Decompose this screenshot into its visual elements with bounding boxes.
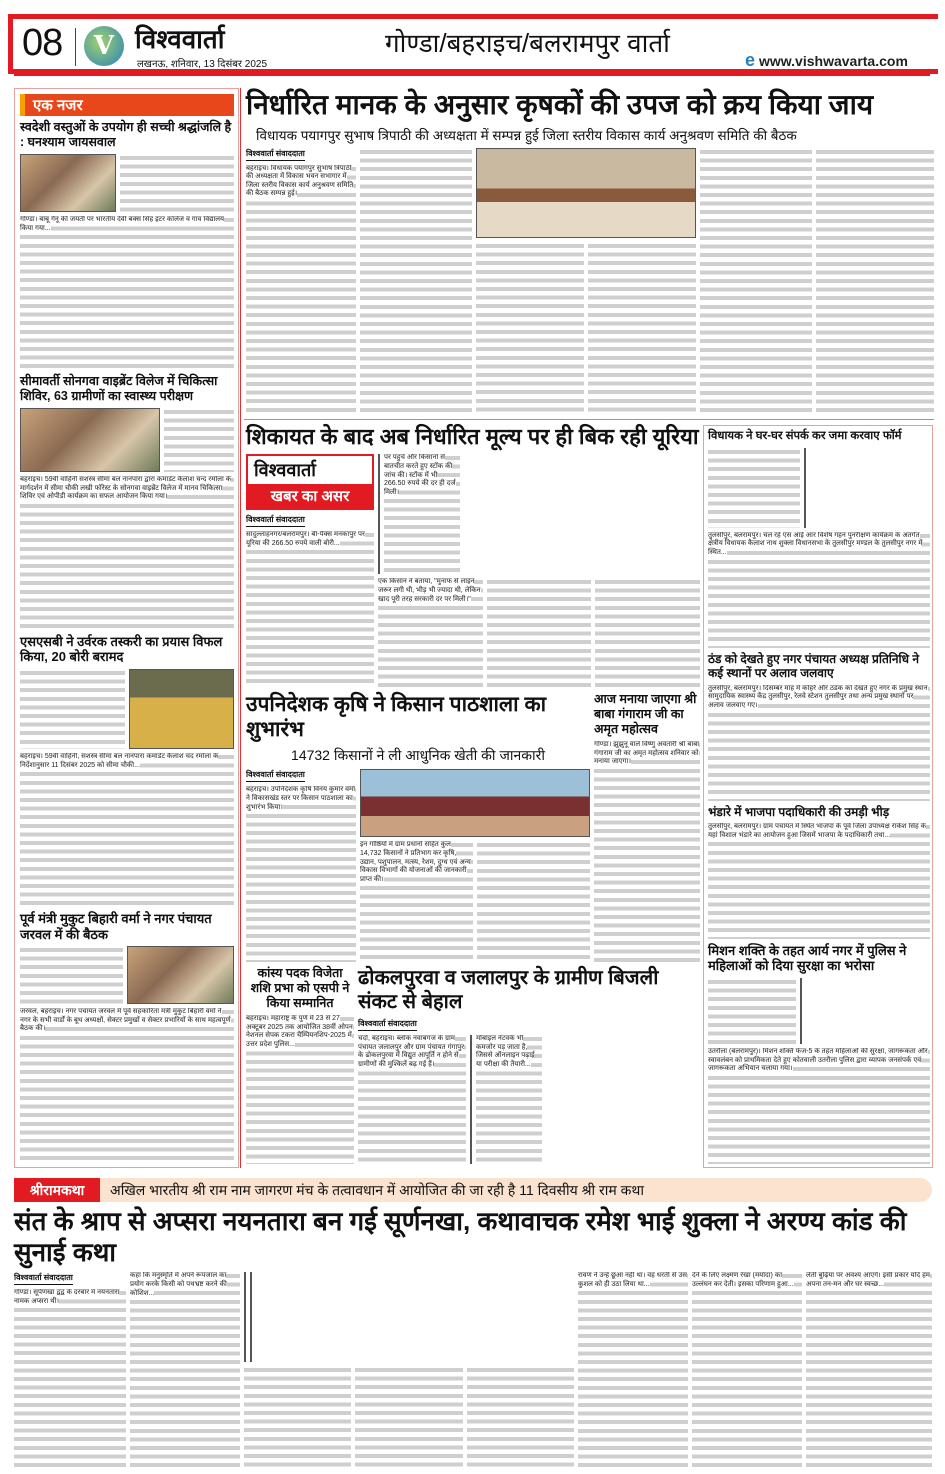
article-body-filler — [164, 408, 234, 472]
article-body-filler — [708, 448, 800, 528]
right-column — [708, 430, 930, 1164]
photo — [800, 978, 802, 1044]
headline: कांस्य पदक विजेता शशि प्रभा को एसपी ने किया सम्मानित — [250, 966, 350, 1010]
byline: विश्ववार्ता संवाददाता — [246, 769, 305, 782]
header-rule — [14, 71, 930, 76]
article-body-filler — [355, 1366, 462, 1470]
article-body-filler — [595, 578, 700, 688]
headline: ठंड को देखते हुए नगर पंचायत अध्यक्ष प्रतिनिधि ने कई स्थानों पर अलाव जलवाए — [708, 651, 920, 681]
ramkatha-story — [14, 1178, 932, 1470]
byline: विश्ववार्ता संवाददाता — [358, 1018, 417, 1031]
headline: मिशन शक्ति के तहत आर्य नगर में पुलिस ने महिलाओं को दिया सुरक्षा का भरोसा — [708, 942, 907, 974]
article-body-filler — [476, 242, 584, 414]
divider — [244, 419, 934, 420]
article-body: गोण्डा। झुंझुनू वाले विष्णु अवतारी श्री बाबा गंगाराम जी का अमृत महोत्सव शनिवार को मनाया जाएगा। — [594, 741, 700, 962]
article-body-cont: कहा कि मनुस्मृति में अपने रूपजाल का प्रयोग करके किसी को पथभ्रष्ट करने की कोशिश... — [130, 1272, 240, 1470]
article-body-cont: लेती बुढ़िया पर अवश्य आएंगे। इसी प्रकार यदि हम अपना तन-मन और घर स्वच्छ... — [806, 1272, 932, 1470]
pathshala-photo — [360, 769, 590, 837]
browser-icon: e — [745, 50, 756, 70]
khabar-ka-asar-badge — [246, 454, 374, 510]
bottom-middle-row — [246, 966, 700, 1164]
article-body-cont: पर पहुंचे और किसानों से बातचीत करते हुए स्टॉक की जांच की। स्टॉक में भी 266.50 रुपये की दर ही दर्ज मिली। — [384, 454, 460, 574]
fertilizer-shop-photo — [378, 454, 380, 574]
byline: विश्ववार्ता संवाददाता — [14, 1272, 73, 1285]
ramkatha-headline: संत के श्राप से अप्सरा नयनतारा बन गई सूर्णनखा, कथावाचक रमेश भाई शुक्ला ने अरण्य कांड की सुनाई कथा — [14, 1206, 907, 1268]
article-body-filler — [700, 148, 812, 414]
headline: विधायक ने घर-घर संपर्क कर जमा करवाए फॉर्म — [708, 430, 902, 442]
headline: उपनिदेशक कृषि ने किसान पाठशाला का शुभारंभ — [246, 693, 547, 742]
article-body-filler — [360, 148, 472, 414]
article-body: बहराइच। विधायक पयागपुर सुभाष त्रिपाठी की अध्यक्षता में विकास भवन सभागार में जिला स्तरीय विकास कार्य अनुश्रवण समिति की बैठक सम्पन्न हुई। — [246, 165, 356, 414]
article-body: तुलसीपुर, बलरामपुर। चल रहे एस आई आर विशेष गहन पुनरीक्षण कार्यक्रम के अंतर्गत क्षेत्रीय विधायक कैलाश नाथ शुक्ला विधानसभा के तुलसीपुर मण्डल के तुलसीपुर नगर में स्थित... — [708, 532, 930, 648]
section-title: गोण्डा/बहराइच/बलरामपुर वार्ता — [385, 28, 670, 58]
left-column — [20, 94, 234, 1162]
website-url: www.vishwavarta.com — [759, 53, 908, 69]
photo — [129, 669, 234, 749]
article-body-filler — [244, 1366, 351, 1470]
ramkatha-strap: अखिल भारतीय श्री राम नाम जागरण मंच के तत्वावधान में आयोजित की जा रही है 11 दिवसीय श्री राम कथा — [110, 1181, 644, 1198]
brand-logo-icon: V — [84, 26, 124, 66]
article-body: बहराइच। महाराष्ट्र के पुणे में 23 से 27 अक्टूबर 2025 तक आयोजित 38वीं ओपन नेशनल सेपक टकरा चैम्पियनशिप-2025 में उत्तर प्रदेश पुलिस... — [246, 1015, 354, 1164]
article-body-filler — [120, 154, 234, 212]
badge-text: खबर का असर — [248, 484, 372, 508]
ramkatha-tag: श्रीरामकथा — [14, 1178, 100, 1202]
headline: आज मनाया जाएगा श्री बाबा गंगाराम जी का अमृत महोत्सव — [594, 692, 697, 736]
article-body-cont: देने के लिए लक्ष्मण रेखा (मर्यादा) का उल्लंघन कर देती। इसका परिणाम हुआ... — [692, 1272, 802, 1470]
photo — [20, 408, 160, 472]
article-body-cont: रावण ने उन्हें छूआ नहीं था। वह धरती से उस कुशल को ही उठा लिया था... — [578, 1272, 688, 1470]
article-body-filler — [20, 669, 125, 749]
article-body-filler — [708, 978, 796, 1044]
website-link[interactable] — [745, 50, 908, 71]
article-body: बहराइच। उपनिदेशक कृषि विनय कुमार वर्मा ने विकासखंड स्तर पर किसान पाठशाला का शुभारंभ किया। — [246, 786, 356, 962]
headline: सीमावर्ती सोनगवा वाइब्रेंट विलेज में चिकित्सा शिविर, 63 ग्रामीणों का स्वास्थ्य परीक्षण — [20, 373, 218, 403]
photo — [804, 448, 806, 528]
photo — [127, 946, 234, 1004]
page-number: 08 — [22, 22, 63, 64]
urea-story — [246, 424, 700, 688]
subheadline: 14732 किसानों ने ली आधुनिक खेती की जानकारी — [291, 747, 545, 764]
photo — [20, 154, 116, 212]
divider — [75, 28, 76, 66]
audience-photo — [250, 1272, 252, 1362]
article-body: उतरौला (बलरामपुर)। मिशन शक्ति फेज-5 के तहत महिलाओं की सुरक्षा, जागरूकता और स्वावलंबन को प्राथमिकता देते हुए कोतवाली उतरौला पुलिस द्वारा व्यापक जनसंपर्क एवं जागरूकता अभियान चलाया गया। — [708, 1048, 930, 1164]
article-body-filler — [588, 242, 696, 414]
kathavachak-photo — [244, 1272, 246, 1362]
headline: पूर्व मंत्री मुकुट बिहारी वर्मा ने नगर पंचायत जरवल में की बैठक — [20, 910, 212, 942]
lead-headline: निर्धारित मानक के अनुसार कृषकों की उपज को क्रय किया जाय — [246, 89, 874, 120]
article-body-cont: मोबाइल नेटवर्क भी कमजोर पड़ जाता है, जिससे ऑनलाइन पढ़ाई या परीक्षा की तैयारी... — [476, 1035, 542, 1164]
column-rule — [240, 88, 241, 1168]
article-body: सादुल्लाहनगर/बलरामपुर। बी-पैक्स मनकापुर पर यूरिया की 266.50 रुपये वाली बोरी... — [246, 531, 374, 688]
headline: भंडारे में भाजपा पदाधिकारी की उमड़ी भीड़ — [708, 804, 890, 819]
article-body: तुलसीपुर, बलरामपुर। ग्राम पंचायत में स्थित भाजपा के पूर्व जिला उपाध्यक्ष राकेश सिंह के यहां विशाल भंडारे का आयोजन हुआ जिसमें भाजपा के पदाधिकारी तथा... — [708, 823, 930, 939]
article-body-filler — [487, 578, 592, 688]
article-body-filler — [477, 841, 590, 962]
krishi-row — [246, 692, 700, 962]
article-body-filler — [20, 946, 123, 1004]
article-body: बहराइच। 59वीं वाहिनी सशस्त्र सीमा बल नानपारा द्वारा कमांडेंट कैलाश चन्द रमोला के मार्गदर्शन में सीमा चौकी लखी फॉरेस्ट के सोनगवा वाइब्रेंट विलेज में मानव चिकित्सा शिविर एवं ओपीडी कार्यक्रम का सफल आयोजन किया गया। — [20, 476, 234, 630]
article-body-cont: इन गोष्ठियों में ग्राम प्रधानों सहित कुल 14,732 किसानों ने प्रतिभाग कर कृषि, उद्यान, पशुपालन, मत्स्य, रेशम, दुग्ध एवं अन्य विकास विभागों की योजनाओं की जानकारी प्राप्त की। — [360, 841, 473, 962]
article-body: बहराइच। 59वीं वाहिनी, सशस्त्र सीमा बल नानपारा कमांडेंट कैलाश चंद रमोला के निर्देशानुसार 11 दिसंबर 2025 को सीमा चौकी... — [20, 753, 234, 907]
ramkatha-strap-band — [14, 1178, 932, 1202]
ek-nazar-tag: एक नजर — [20, 94, 234, 116]
dateline: लखनऊ, शनिवार, 13 दिसंबर 2025 — [137, 59, 268, 70]
headline: एसएसबी ने उर्वरक तस्करी का प्रयास विफल किया, 20 बोरी बरामद — [20, 633, 223, 665]
article-body: गोण्डा। बाबू गेनू की जयंती पर भारतीय देवी बक्स सिंह इंटर कॉलेज व गांव विद्यालय किया गया... — [20, 216, 234, 370]
villagers-photo — [470, 1035, 472, 1164]
article-body: चर्दा, बहराइच। ब्लॉक नवाबगंज के ग्राम पंचायत जलालपुर और ग्राम पंचायत गंगापुर के ढोकलपुरवा में विद्युत आपूर्ति न होने से ग्रामीणों की मुश्किलें बढ़ गई हैं। — [358, 1035, 466, 1164]
meeting-photo — [476, 148, 696, 238]
article-body: गोण्डा। सूर्पणखा द्वंद्व के दरबार में नयनतारा नामक अप्सरा थी। — [14, 1289, 126, 1470]
brand-name: विश्ववार्ता — [135, 24, 225, 54]
byline: विश्ववार्ता संवाददाता — [246, 148, 305, 161]
article-body: जरवल, बहराइच। नगर पंचायत जरवल में पूर्व सहकारिता मंत्री मुकुट बिहारी वर्मा ने नगर के सभी वार्डों के बूथ अध्यक्षों, सेक्टर प्रमुखों व सेक्टर प्रभारियों के साथ महत्वपूर्ण बैठक की। — [20, 1008, 234, 1162]
article-body-filler — [467, 1366, 574, 1470]
lead-story — [246, 88, 934, 414]
badge-brand: विश्ववार्ता — [254, 460, 316, 481]
headline: शिकायत के बाद अब निर्धारित मूल्य पर ही बिक रही यूरिया — [246, 424, 699, 449]
headline: स्वदेशी वस्तुओं के उपयोग ही सच्ची श्रद्धांजलि है : घनश्याम जायसवाल — [20, 120, 232, 149]
byline: विश्ववार्ता संवाददाता — [246, 514, 305, 527]
article-body-cont: एक किसान ने बताया, "मुनाफ से लाइन जरूर लगी थी, भीड़ भी ज्यादा थी, लेकिन खाद पूरी तरह सरकारी दर पर मिली।" — [378, 578, 483, 688]
article-body: तुलसीपुर, बलरामपुर। दिसम्बर माह में कोहरे और ठंडक को देखते हुए नगर के प्रमुख स्थान सामुदायिक स्वास्थ्य केंद्र तुलसीपुर, रेलवे स्टेशन तुलसीपुर तथा अन्य प्रमुख स्थानों पर अलाव जलवाए गए। — [708, 685, 930, 801]
headline: ढोकलपुरवा व जलालपुर के ग्रामीण बिजली संकट से बेहाल — [358, 967, 659, 1013]
article-body-filler — [816, 148, 934, 414]
lead-subheadline: विधायक पयागपुर सुभाष त्रिपाठी की अध्यक्षता में सम्पन्न हुई जिला स्तरीय विकास कार्य अनुश्रवण समिति की बैठक — [256, 127, 797, 143]
